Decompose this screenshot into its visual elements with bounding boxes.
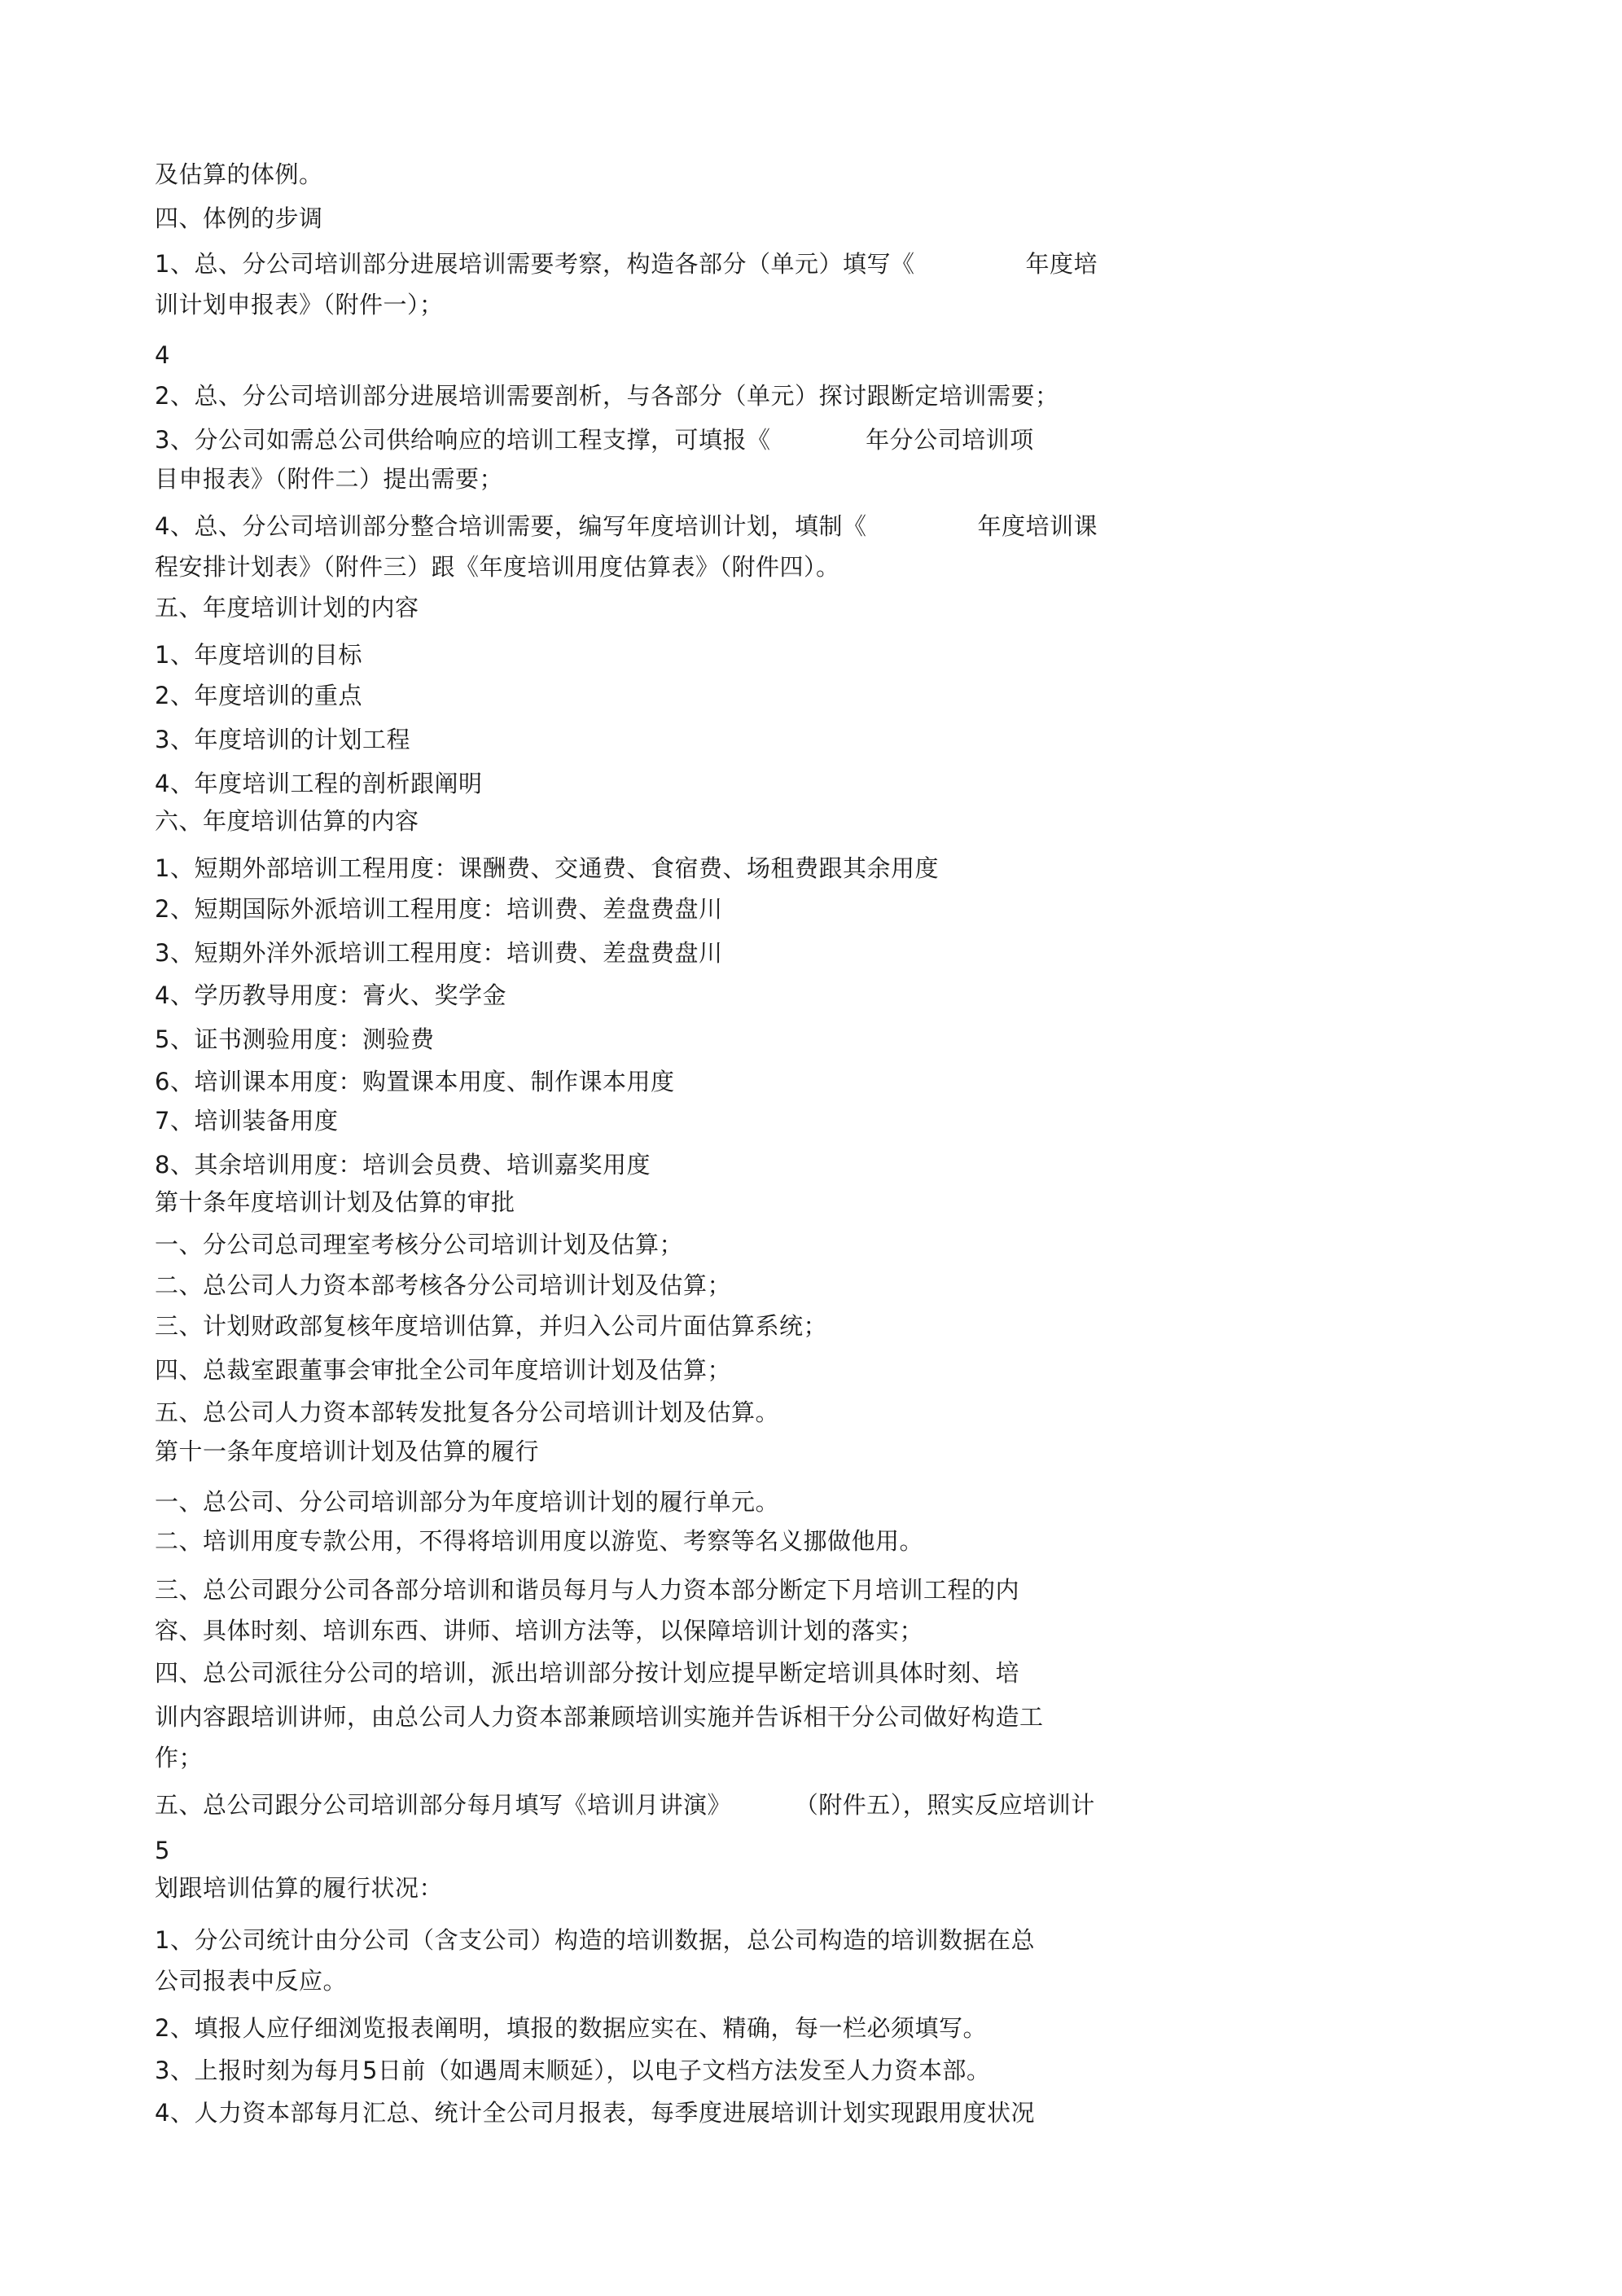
text-line: 2、总、分公司培训部分进展培训需要剖析，与各部分（单元）探讨跟断定培训需要； [155, 382, 1059, 410]
text-line: 一、总公司、分公司培训部分为年度培训计划的履行单元。 [155, 1488, 780, 1516]
text-line: 三、计划财政部复核年度培训估算，并归入公司片面估算系统； [155, 1312, 828, 1340]
list-item: 2、填报人应仔细浏览报表阐明，填报的数据应实在、精确，每一栏必须填写。 [155, 2014, 987, 2042]
text-line: 二、总公司人力资本部考核各分公司培训计划及估算； [155, 1271, 732, 1299]
section-heading: 四、体例的步调 [155, 204, 323, 232]
text-line: 1、总、分公司培训部分进展培训需要考察，构造各部分（单元）填写《 年度培 [155, 250, 1098, 278]
list-item: 4、学历教导用度：膏火、奖学金 [155, 981, 506, 1009]
list-item: 1、短期外部培训工程用度：课酬费、交通费、食宿费、场租费跟其余用度 [155, 854, 939, 882]
text-line: 四、总公司派往分公司的培训，派出培训部分按计划应提早断定培训具体时刻、培 [155, 1659, 1020, 1687]
text-line: 二、培训用度专款公用，不得将培训用度以游览、考察等名义挪做他用。 [155, 1527, 924, 1555]
text-line: 容、具体时刻、培训东西、讲师、培训方法等，以保障培训计划的落实； [155, 1617, 924, 1644]
text-line: 三、总公司跟分公司各部分培训和谐员每月与人力资本部分断定下月培训工程的内 [155, 1576, 1020, 1604]
text-line: 4、总、分公司培训部分整合培训需要，编写年度培训计划，填制《 年度培训课 [155, 512, 1098, 540]
list-item: 2、短期国际外派培训工程用度：培训费、差盘费盘川 [155, 895, 723, 923]
text-line: 训内容跟培训讲师，由总公司人力资本部兼顾培训实施并告诉相干分公司做好构造工 [155, 1703, 1044, 1731]
list-item: 8、其余培训用度：培训会员费、培训嘉奖用度 [155, 1151, 651, 1179]
text-line: 程安排计划表》（附件三）跟《年度培训用度估算表》（附件四）。 [155, 553, 840, 581]
text-line: 划跟培训估算的履行状况： [155, 1874, 444, 1902]
text-line: 目申报表》（附件二）提出需要； [155, 465, 504, 493]
list-item: 1、年度培训的目标 [155, 641, 362, 669]
list-item: 1、分公司统计由分公司（含支公司）构造的培训数据，总公司构造的培训数据在总 [155, 1926, 1035, 1954]
page-number: 5 [155, 1837, 170, 1864]
list-item: 3、短期外洋外派培训工程用度：培训费、差盘费盘川 [155, 939, 723, 967]
list-item: 公司报表中反应。 [155, 1967, 348, 1995]
list-item: 6、培训课本用度：购置课本用度、制作课本用度 [155, 1068, 675, 1095]
list-item: 3、年度培训的计划工程 [155, 726, 410, 753]
text-line: 五、总公司人力资本部转发批复各分公司培训计划及估算。 [155, 1398, 780, 1426]
text-line: 训计划申报表》（附件一）； [155, 291, 444, 318]
list-item: 7、培训装备用度 [155, 1107, 339, 1135]
section-heading: 六、年度培训估算的内容 [155, 807, 419, 835]
article-heading: 第十一条年度培训计划及估算的履行 [155, 1438, 540, 1465]
list-item: 5、证书测验用度：测验费 [155, 1025, 435, 1053]
text-line: 五、总公司跟分公司培训部分每月填写《培训月讲演》 （附件五），照实反应培训计 [155, 1791, 1095, 1819]
page-number: 4 [155, 341, 170, 369]
text-line: 及估算的体例。 [155, 160, 323, 188]
list-item: 4、年度培训工程的剖析跟阐明 [155, 770, 483, 797]
article-heading: 第十条年度培训计划及估算的审批 [155, 1188, 515, 1216]
text-line: 作； [155, 1744, 204, 1771]
list-item: 4、人力资本部每月汇总、统计全公司月报表，每季度进展培训计划实现跟用度状况 [155, 2099, 1035, 2127]
text-line: 一、分公司总司理室考核分公司培训计划及估算； [155, 1231, 684, 1258]
list-item: 2、年度培训的重点 [155, 682, 362, 709]
text-line: 四、总裁室跟董事会审批全公司年度培训计划及估算； [155, 1356, 732, 1384]
list-item: 3、上报时刻为每月5日前（如遇周末顺延），以电子文档方法发至人力资本部。 [155, 2057, 991, 2084]
text-line: 3、分公司如需总公司供给响应的培训工程支撑，可填报《 年分公司培训项 [155, 426, 1034, 454]
section-heading: 五、年度培训计划的内容 [155, 594, 419, 621]
